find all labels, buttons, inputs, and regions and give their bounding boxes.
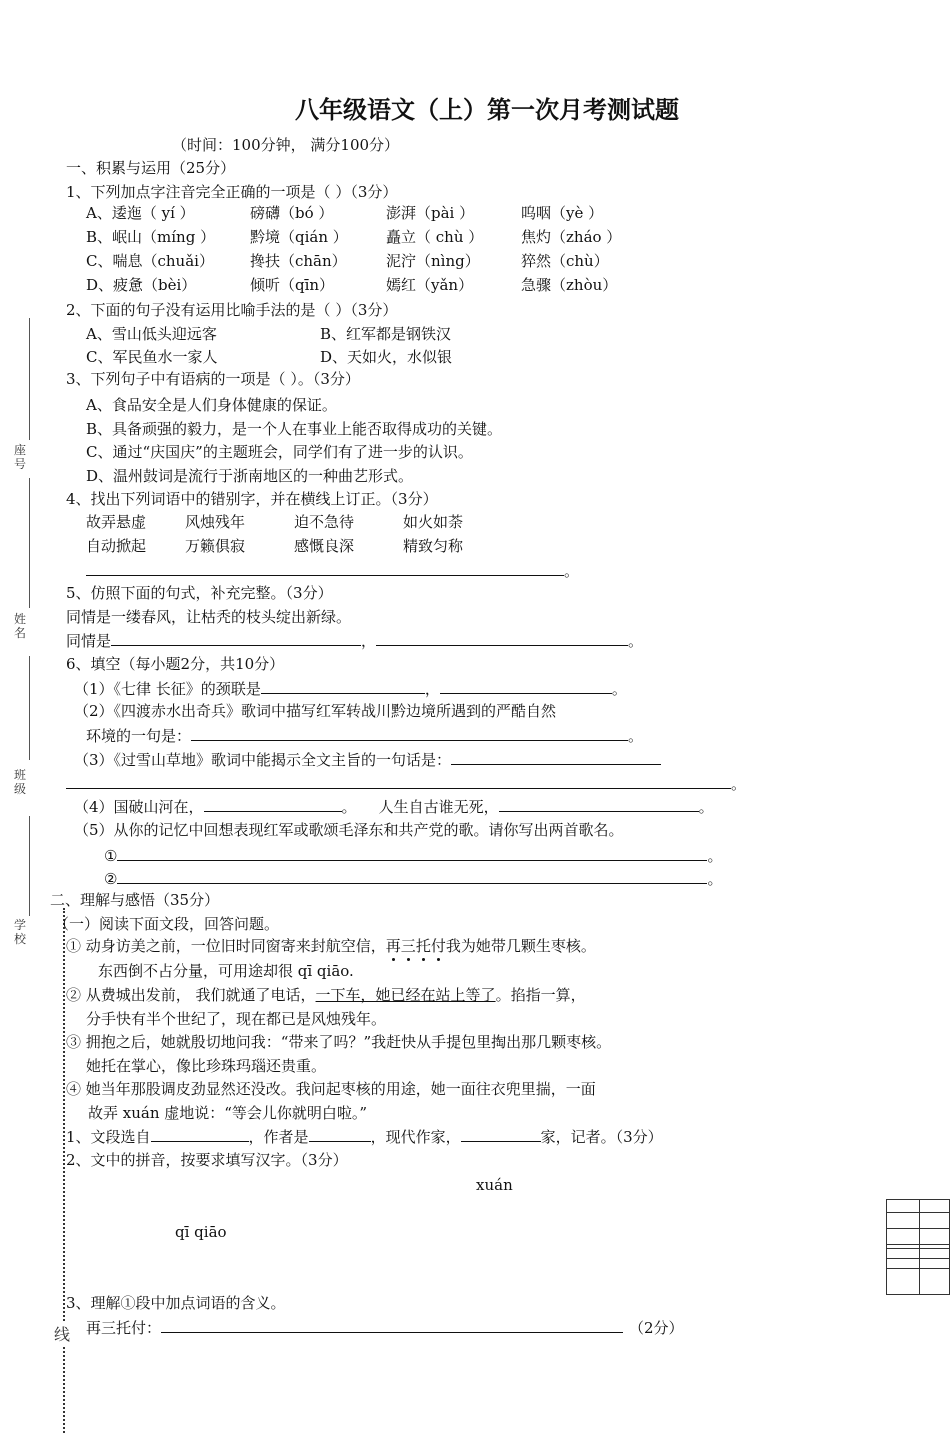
passage-para2-line2: 分手快有半个世纪了，现在都已是风烛残年。: [86, 1010, 387, 1028]
q1-d3: 嫣红（yǎn）: [386, 276, 474, 294]
passage-para4-line1: ④ 她当年那股调皮劲显然还没改。我问起枣核的用途，她一面往衣兜里揣，一面: [66, 1080, 596, 1098]
underlined-sentence: 一下车，她已经在站上等了: [315, 986, 496, 1004]
reading-q3: 3、理解①段中加点词语的含义。: [66, 1294, 286, 1312]
q1-d2: 倾听（qīn）: [250, 276, 335, 294]
q6-stem: 6、填空（每小题2分，共10分）: [66, 655, 285, 673]
q3-stem: 3、下列句子中有语病的一项是（ ）。（3分）: [66, 370, 360, 388]
q3-option-d: D、温州鼓词是流行于浙南地区的一种曲艺形式。: [86, 467, 414, 485]
q5-answer-line[interactable]: 同情是 ， 。: [66, 632, 644, 650]
class-label: 班级: [14, 768, 27, 796]
q4-word: 故弄悬虚: [86, 513, 147, 531]
q1-a2: 磅礴（bó ）: [250, 204, 334, 222]
q3-option-b: B、具备顽强的毅力，是一个人在事业上能否取得成功的关键。: [86, 420, 503, 438]
q1-b4: 焦灼（zháo ）: [521, 228, 622, 246]
line-label: 线: [54, 1322, 70, 1345]
q5-example: 同情是一缕春风，让枯秃的枝头绽出新绿。: [66, 608, 352, 626]
q4-word: 感慨良深: [294, 537, 355, 555]
q1-stem: 1、下列加点字注音完全正确的一项是（ ）（3分）: [66, 183, 398, 201]
q1-row-c: [86, 251, 609, 271]
passage-para1-line1: ① 动身访美之前，一位旧时同窗寄来封航空信，再三托付我为她带几颗生枣核。: [66, 937, 596, 955]
name-label: 姓名: [14, 612, 27, 640]
q1-row-a: [86, 203, 603, 223]
dotted-phrase: 再三托付: [385, 937, 446, 955]
q1-d1: D、疲惫（bèi）: [86, 276, 197, 294]
q6-part5: （5）从你的记忆中回想表现红军或歌颂毛泽东和共产党的歌。请你写出两首歌名。: [74, 821, 624, 839]
passage-para1-line2: 东西倒不占分量，可用途却很 qī qiāo.: [98, 962, 354, 980]
reading1-intro: （一）阅读下面文段，回答问题。: [54, 915, 280, 933]
q4-word: 自动掀起: [86, 537, 147, 555]
margin-line-3: [29, 656, 30, 760]
q4-word: 迫不急待: [294, 513, 355, 531]
q2-option-b: B、红军都是钢铁汉: [320, 325, 452, 343]
q4-stem: 4、找出下列词语中的错别字，并在横线上订正。（3分）: [66, 490, 438, 508]
passage-para3-line2: 她托在掌心，像比珍珠玛瑙还贵重。: [86, 1057, 327, 1075]
q4-word: 万籁俱寂: [185, 537, 246, 555]
passage-para3-line1: ③ 拥抱之后，她就殷切地问我：“带来了吗？”我赶快从手提包里掏出那几颗枣核。: [66, 1033, 612, 1051]
q1-c3: 泥泞（nìng）: [386, 252, 480, 270]
q6-part3[interactable]: （3）《过雪山草地》歌词中能揭示全文主旨的一句话是：: [74, 749, 661, 770]
q1-row-d: [86, 275, 617, 295]
q1-b2: 黔境（qián ）: [250, 228, 348, 246]
q2-option-d: D、天如火，水似银: [320, 348, 453, 366]
q1-c4: 猝然（chù）: [521, 252, 609, 270]
q6-part5-item2[interactable]: ② 。: [104, 870, 723, 888]
q6-part4[interactable]: （4）国破山河在， 。 人生自古谁无死， 。: [74, 798, 714, 816]
q1-a1: A、逶迤（ yí ）: [86, 204, 195, 222]
passage-para4-line2: 故弄 xuán 虚地说：“等会儿你就明白啦。”: [88, 1104, 368, 1122]
q6-part1[interactable]: （1）《七律 长征》的颈联是 ， 。: [74, 680, 627, 698]
q4-words-row2: [86, 536, 463, 556]
q6-part5-item1[interactable]: ① 。: [104, 847, 723, 865]
section2-heading: 二、理解与感悟（35分）: [50, 891, 220, 909]
pinyin-qiqiao: qī qiāo: [175, 1223, 227, 1241]
seat-label: 座号: [14, 443, 27, 471]
q2-stem: 2、下面的句子没有运用比喻手法的是（ ）（3分）: [66, 301, 398, 319]
margin-line-4: [29, 816, 30, 916]
q1-a4: 呜咽（yè ）: [521, 204, 604, 222]
q4-words-row1: [86, 512, 463, 532]
q6-part3-line2[interactable]: 。: [66, 773, 746, 794]
q2-option-c: C、军民鱼水一家人: [86, 348, 218, 366]
q4-answer-line[interactable]: 。: [86, 560, 579, 581]
section1-heading: 一、积累与运用（25分）: [66, 159, 236, 177]
reading-q2: 2、文中的拼音，按要求填写汉字。（3分）: [66, 1151, 348, 1169]
q1-b3: 矗立（ chù ）: [386, 228, 484, 246]
q4-word: 如火如荼: [403, 513, 464, 531]
q3-option-c: C、通过“庆国庆”的主题班会，同学们有了进一步的认识。: [86, 443, 473, 461]
binding-dotted-line: [63, 908, 65, 1433]
q3-option-a: A、食品安全是人们身体健康的保证。: [86, 396, 337, 414]
q6-part2b[interactable]: 环境的一句是： 。: [86, 727, 644, 745]
q1-d4: 急骤（zhòu）: [521, 276, 618, 294]
q1-c1: C、喘息（chuǎi）: [86, 252, 214, 270]
school-label: 学校: [14, 918, 27, 946]
margin-line-2: [29, 478, 30, 608]
q1-c2: 搀扶（chān）: [250, 252, 347, 270]
answer-grid[interactable]: [886, 1199, 950, 1295]
reading-q3-item[interactable]: 再三托付： （2分）: [86, 1319, 684, 1337]
exam-info: （时间：100分钟， 满分100分）: [172, 136, 400, 154]
reading-q1[interactable]: 1、文段选自 ，作者是 ，现代作家， 家，记者。（3分）: [66, 1128, 663, 1146]
q5-stem: 5、仿照下面的句式，补充完整。（3分）: [66, 584, 333, 602]
q6-part2a: （2）《四渡赤水出奇兵》歌词中描写红军转战川黔边境所遇到的严酷自然: [74, 702, 557, 720]
margin-line-1: [29, 318, 30, 440]
page-title: 八年级语文（上）第一次月考测试题: [295, 96, 679, 124]
q2-option-a: A、雪山低头迎远客: [86, 325, 217, 343]
pinyin-xuan: xuán: [476, 1176, 513, 1194]
q1-row-b: [86, 227, 621, 247]
q4-word: 风烛残年: [185, 513, 246, 531]
q1-b1: B、岷山（míng ）: [86, 228, 216, 246]
passage-para2-line1: ② 从费城出发前， 我们就通了电话，一下车，她已经在站上等了。掐指一算，: [66, 986, 586, 1004]
q1-a3: 澎湃（pài ）: [386, 204, 475, 222]
q4-word: 精致匀称: [403, 537, 464, 555]
